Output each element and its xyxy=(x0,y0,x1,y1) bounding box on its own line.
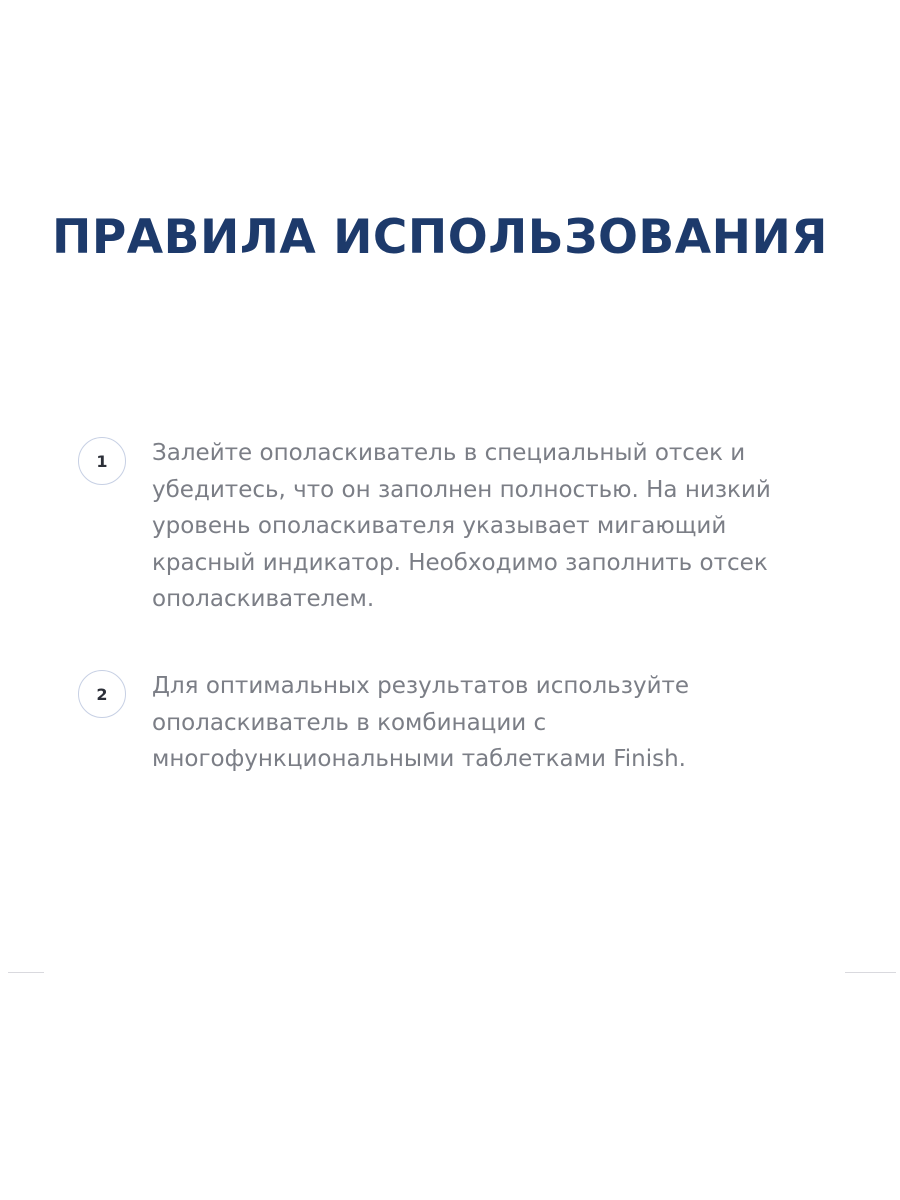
step-item-1 xyxy=(78,435,802,618)
page-title: ПРАВИЛА ИСПОЛЬЗОВАНИЯ xyxy=(52,210,828,265)
divider-left xyxy=(8,972,44,973)
step-number: 2 xyxy=(96,684,108,704)
step-number-badge xyxy=(78,437,126,485)
step-number: 1 xyxy=(96,451,108,471)
step-number-badge xyxy=(78,670,126,718)
divider-right xyxy=(845,972,896,973)
step-text: Залейте ополаскиватель в специальный отсек и убедитесь, что он заполнен полностью. На низкий уровень ополаскивателя указывает мигающий красный индикатор. Необходимо заполнить отсек ополаскивателем. xyxy=(152,440,771,612)
step-item-2 xyxy=(78,668,802,778)
step-text: Для оптимальных результатов используйте ополаскиватель в комбинации с многофункциональными таблетками Finish. xyxy=(152,673,690,772)
